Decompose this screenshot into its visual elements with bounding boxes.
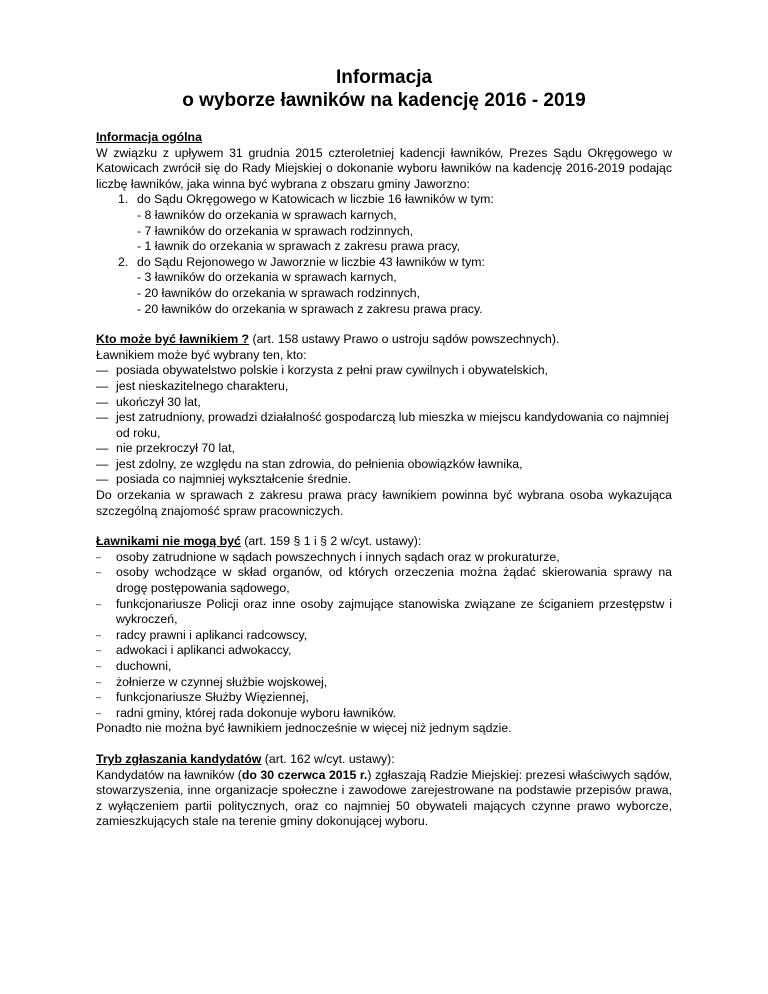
who-can-heading-suffix: (art. 158 ustawy Prawo o ustroju sądów powszechnych). [249,332,560,347]
dash-bullet: — [96,410,109,425]
dash-bullet: – [96,645,102,656]
section-general-heading [96,130,672,146]
section-procedure [96,752,672,830]
court-number: 2. [118,254,129,269]
list-item: – żołnierze w czynnej służbie wojskowej, [96,674,328,689]
who-can-list [96,363,672,488]
list-item: – funkcjonariusze Policji oraz inne osoby zajmujące stanowiska związane ze ściganiem przestępstw i wykroczeń, [96,596,672,627]
list-item: – osoby zatrudnione w sądach powszechnych i innych sądach oraz w prokuraturze, [96,549,560,564]
dash-bullet: — [96,378,109,393]
dash-bullet: – [96,676,102,687]
dash-bullet: – [96,567,102,578]
list-item: – osoby wchodzące w skład organów, od których orzeczenia można żądać skierowania sprawy na drogę postępowania sądowego, [96,565,672,596]
list-item: — posiada co najmniej wykształcenie średnie. [96,472,352,487]
list-item: — nie przekroczył 70 lat, [96,441,235,456]
cannot-heading-suffix: (art. 159 § 1 i § 2 w/cyt. ustawy): [240,534,422,549]
list-item: — posiada obywatelstwo polskie i korzysta z pełni praw cywilnych i obywatelskich, [96,363,548,378]
dash-bullet: – [96,551,102,562]
court-sub-item: - 7 ławników do orzekania w sprawach rodzinnych, [137,223,414,238]
list-item: – adwokaci i aplikanci adwokaccy, [96,643,292,658]
title-line-2: o wyborze ławników na kadencję 2016 - 2019 [182,90,586,111]
list-item: — jest zdolny, ze względu na stan zdrowia, do pełnienia obowiązków ławnika, [96,456,523,471]
court-sub-item: - 20 ławników do orzekania w sprawach z zakresu prawa pracy. [137,301,483,316]
section-general [96,130,672,317]
general-heading: Informacja ogólna [96,130,202,144]
court-text: do Sądu Okręgowego w Katowicach w liczbie 16 ławników w tym: [137,192,494,207]
court-text: do Sądu Rejonowego w Jaworznie w liczbie 43 ławników w tym: [137,254,485,269]
list-item: — jest nieskazitelnego charakteru, [96,378,289,393]
court-item [96,255,672,317]
dash-bullet: – [96,629,102,640]
dash-bullet: — [96,394,109,409]
section-cannot [96,534,672,737]
court-sub-item: - 20 ławników do orzekania w sprawach rodzinnych, [137,285,420,300]
procedure-text: Kandydatów na ławników (do 30 czerwca 2015 r.) zgłaszają Radzie Miejskiej: prezesi właściwych sądów, stowarzyszenia, inne organizacje społeczne i zawodowe zarejestrowane na podstawie przepisów prawa, z wyłączeniem partii politycznych, oraz co najmniej 50 obywateli mających czynne prawo wyborcze, zamieszkujących stale na terenie gminy dokonującej wyboru. [96,767,673,829]
cannot-list [96,550,672,722]
dash-bullet: — [96,472,109,487]
procedure-deadline: do 30 czerwca 2015 r. [241,767,368,782]
list-item: – radni gminy, której rada dokonuje wyboru ławników. [96,705,397,720]
list-item: – funkcjonariusze Służby Więziennej, [96,690,309,705]
cannot-heading-line [96,534,672,550]
document-title [96,66,672,112]
list-item: — ukończył 30 lat, [96,394,201,409]
dash-bullet: – [96,598,102,609]
court-sub-item: - 3 ławników do orzekania w sprawach karnych, [137,270,397,285]
dash-bullet: – [96,707,102,718]
title-line-1: Informacja [335,67,433,88]
list-item: — jest zatrudniony, prowadzi działalność gospodarczą lub mieszka w miejscu kandydowania co najmniej od roku, [96,410,669,440]
dash-bullet: — [96,441,109,456]
cannot-note: Ponadto nie można być ławnikiem jednocześnie w więcej niż jednym sądzie. [96,721,512,736]
procedure-heading-suffix: (art. 162 w/cyt. ustawy): [261,751,395,766]
who-can-note: Do orzekania w sprawach z zakresu prawa pracy ławnikiem powinna być wybrana osoba wykazująca szczególną znajomość spraw pracowniczych. [96,488,672,518]
cannot-heading: Ławnikami nie mogą być [96,534,241,549]
who-can-lead: Ławnikiem może być wybrany ten, kto: [96,347,307,362]
who-can-heading: Kto może być ławnikiem ? [96,332,250,347]
dash-bullet: – [96,661,102,671]
who-can-heading-line [96,332,672,348]
section-who-can [96,332,672,519]
court-sub-list [96,208,672,255]
dash-bullet: – [96,692,102,703]
court-sub-item: - 1 ławnik do orzekania w sprawach z zakresu prawa pracy, [137,239,461,254]
court-sub-list [96,270,672,317]
general-intro: W związku z upływem 31 grudnia 2015 czteroletniej kadencji ławników, Prezes Sądu Okręgowego w Katowicach zwrócił się do Rady Miejskiej o dokonanie wyboru ławników na kadencję 2016-2019 podając liczbę ławników, jaka winna być wybrana z obszaru gminy Jaworzno: [96,145,672,191]
dash-bullet: — [96,363,109,378]
procedure-heading-line [96,752,672,768]
court-number: 1. [118,192,129,207]
court-list [96,192,672,317]
procedure-heading: Tryb zgłaszania kandydatów [96,751,262,766]
dash-bullet: — [96,456,109,471]
court-item [96,192,672,254]
list-item: – duchowni, [96,659,172,673]
list-item: – radcy prawni i aplikanci radcowscy, [96,627,308,642]
court-sub-item: - 8 ławników do orzekania w sprawach karnych, [137,207,397,222]
